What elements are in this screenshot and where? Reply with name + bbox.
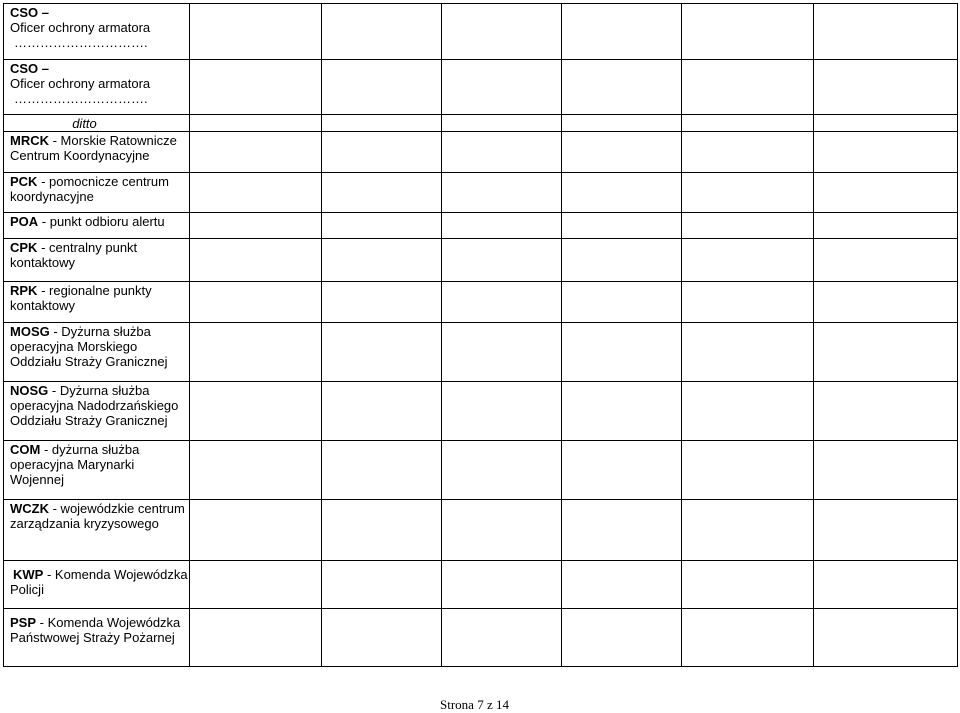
table-cell	[322, 60, 442, 115]
table-cell	[442, 561, 562, 609]
table-row	[4, 500, 958, 561]
table-row	[4, 382, 958, 441]
row-label: CSO – Oficer ochrony armatora ………………………….	[4, 4, 190, 60]
table-cell	[322, 115, 442, 132]
table-cell	[814, 282, 958, 323]
table-cell	[814, 173, 958, 213]
row-label: PCK - pomocnicze centrum koordynacyjne	[4, 173, 190, 213]
table-cell	[562, 382, 682, 441]
table-cell	[442, 500, 562, 561]
table-cell	[322, 561, 442, 609]
table-cell	[814, 239, 958, 282]
table-cell	[442, 4, 562, 60]
row-label: CSO – Oficer ochrony armatora ………………………….	[4, 60, 190, 115]
table-cell	[190, 382, 322, 441]
table-cell	[562, 282, 682, 323]
table-cell	[562, 60, 682, 115]
table-cell	[562, 609, 682, 667]
table-row	[4, 173, 958, 213]
table-cell	[322, 323, 442, 382]
table-cell	[814, 213, 958, 239]
table-cell	[190, 173, 322, 213]
row-label: KWP - Komenda Wojewódzka Policji	[4, 561, 190, 609]
table-cell	[190, 500, 322, 561]
table-cell	[682, 132, 814, 173]
table-cell	[190, 561, 322, 609]
table-cell	[190, 132, 322, 173]
table-cell	[682, 500, 814, 561]
table-cell	[190, 60, 322, 115]
table-cell	[190, 115, 322, 132]
table-cell	[442, 282, 562, 323]
table-cell	[190, 282, 322, 323]
table-cell	[682, 115, 814, 132]
table-cell	[682, 173, 814, 213]
table-cell	[682, 609, 814, 667]
table-row	[4, 282, 958, 323]
table-cell	[562, 132, 682, 173]
table-row	[4, 4, 958, 60]
row-label: MRCK - Morskie Ratownicze Centrum Koordynacyjne	[4, 132, 190, 173]
table-cell	[190, 239, 322, 282]
table-cell	[190, 609, 322, 667]
table-cell	[814, 561, 958, 609]
table-row	[4, 441, 958, 500]
table-row	[4, 132, 958, 173]
table-cell	[682, 239, 814, 282]
table-cell	[190, 4, 322, 60]
row-label: POA - punkt odbioru alertu	[4, 213, 190, 239]
table-cell	[814, 323, 958, 382]
table-row	[4, 213, 958, 239]
row-label: WCZK - wojewódzkie centrum zarządzania kryzysowego	[4, 500, 190, 561]
table-cell	[814, 115, 958, 132]
table-cell	[322, 609, 442, 667]
table-cell	[562, 561, 682, 609]
row-label: NOSG - Dyżurna służba operacyjna Nadodrzańskiego Oddziału Straży Granicznej	[4, 382, 190, 441]
table-cell	[322, 441, 442, 500]
document-table	[3, 3, 958, 667]
table-cell	[562, 323, 682, 382]
table-row	[4, 609, 958, 667]
table-cell	[682, 561, 814, 609]
table-cell	[442, 382, 562, 441]
table-cell	[322, 173, 442, 213]
table-cell	[562, 115, 682, 132]
table-cell	[682, 60, 814, 115]
table-cell	[562, 441, 682, 500]
table-cell	[322, 132, 442, 173]
table-cell	[814, 500, 958, 561]
table-cell	[814, 4, 958, 60]
table-cell	[562, 213, 682, 239]
row-label: MOSG - Dyżurna służba operacyjna Morskiego Oddziału Straży Granicznej	[4, 323, 190, 382]
table-cell	[682, 382, 814, 441]
table-cell	[682, 4, 814, 60]
table-cell	[562, 173, 682, 213]
table-cell	[442, 213, 562, 239]
row-label: COM - dyżurna służba operacyjna Marynarki Wojennej	[4, 441, 190, 500]
table-cell	[322, 282, 442, 323]
table-cell	[322, 500, 442, 561]
table-cell	[322, 213, 442, 239]
table-cell	[814, 382, 958, 441]
table-cell	[442, 173, 562, 213]
table-cell	[814, 60, 958, 115]
table-cell	[562, 500, 682, 561]
table-cell	[562, 4, 682, 60]
table-cell	[190, 441, 322, 500]
table-cell	[682, 441, 814, 500]
page-number: Strona 7 z 14	[440, 697, 509, 712]
row-label: PSP - Komenda Wojewódzka Państwowej Straży Pożarnej	[4, 609, 190, 667]
table-cell	[442, 132, 562, 173]
ditto-label: ditto	[4, 115, 190, 132]
row-label: CPK - centralny punkt kontaktowy	[4, 239, 190, 282]
row-label: RPK - regionalne punkty kontaktowy	[4, 282, 190, 323]
table-row	[4, 115, 958, 132]
table-cell	[190, 213, 322, 239]
table-cell	[682, 282, 814, 323]
table-cell	[442, 115, 562, 132]
table-cell	[322, 4, 442, 60]
table-cell	[442, 60, 562, 115]
table-row	[4, 60, 958, 115]
table-cell	[442, 239, 562, 282]
table-cell	[814, 609, 958, 667]
table-cell	[442, 609, 562, 667]
table-cell	[562, 239, 682, 282]
table-cell	[322, 382, 442, 441]
table-cell	[442, 441, 562, 500]
table-cell	[322, 239, 442, 282]
table-cell	[682, 323, 814, 382]
table-row	[4, 323, 958, 382]
table-cell	[442, 323, 562, 382]
table-row	[4, 239, 958, 282]
table-row	[4, 561, 958, 609]
table-cell	[814, 441, 958, 500]
table-cell	[190, 323, 322, 382]
table-cell	[814, 132, 958, 173]
table-cell	[682, 213, 814, 239]
